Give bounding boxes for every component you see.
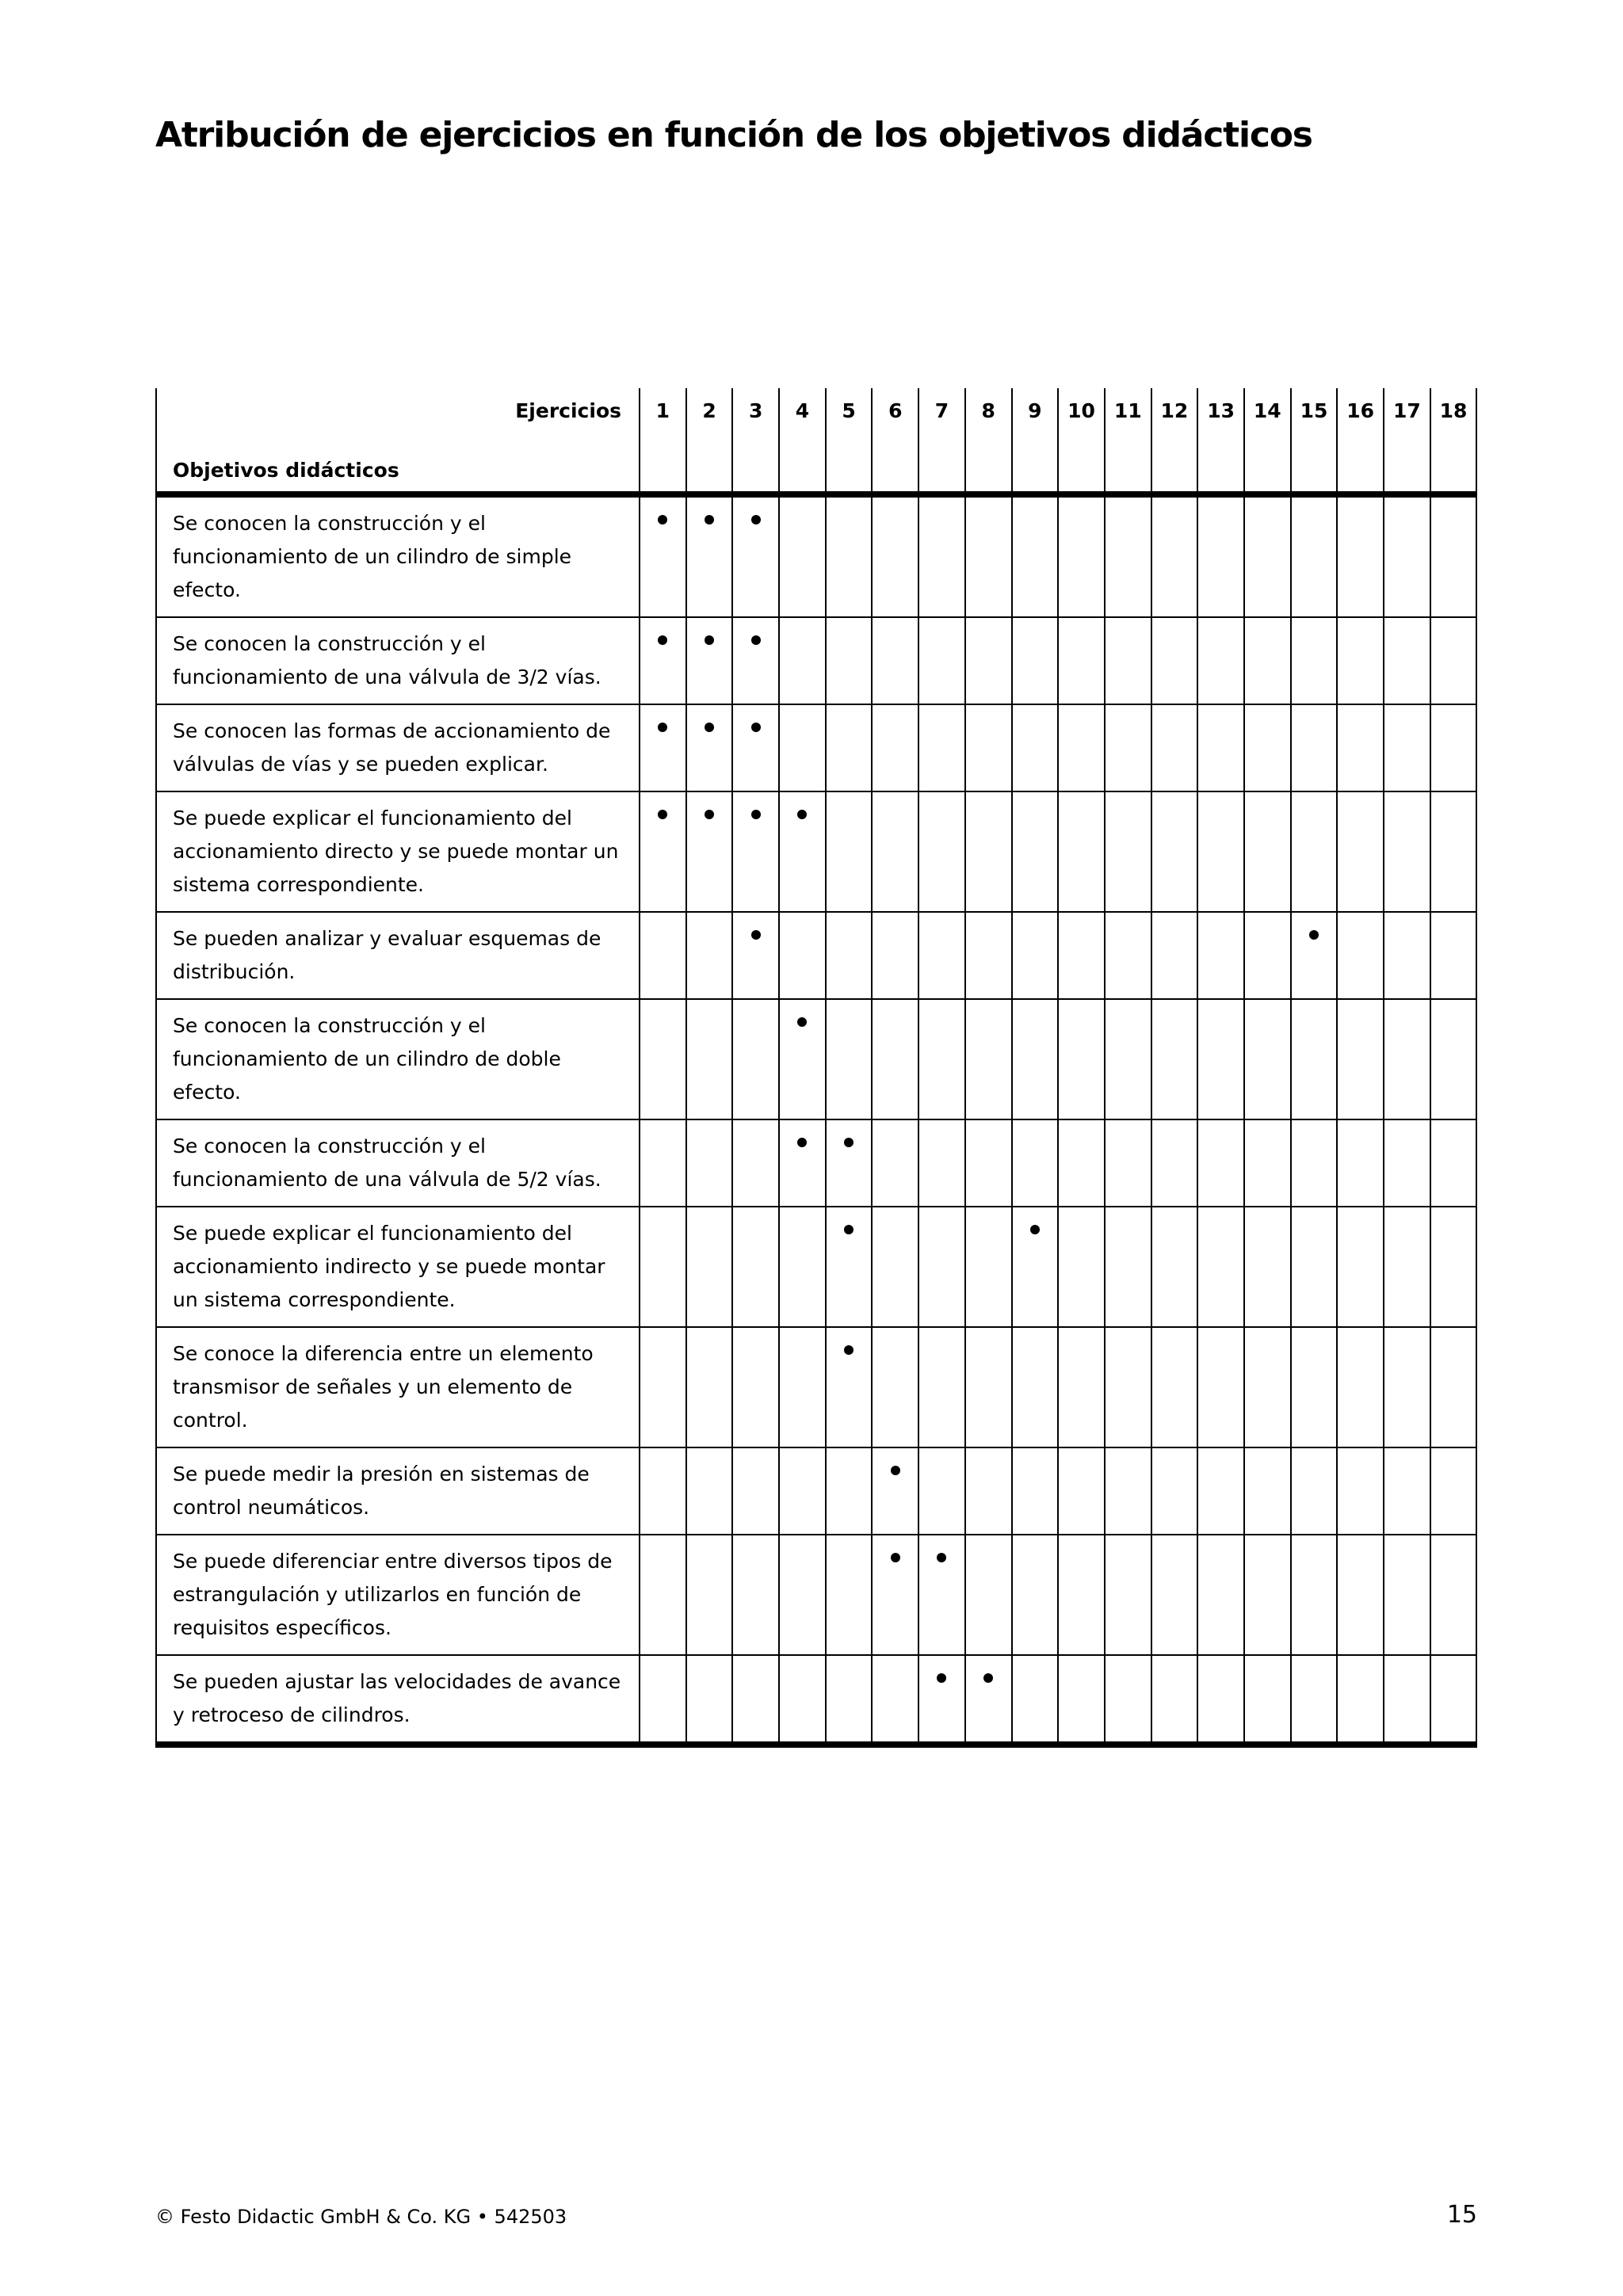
exercise-header-18: 18: [1430, 388, 1477, 494]
header-objectives-label: Objetivos didácticos: [173, 459, 399, 482]
objective-text: Se puede explicar el funcionamiento del accionamiento directo y se puede montar un sistema correspondiente.: [156, 791, 640, 912]
exercise-cell-8: [965, 999, 1012, 1119]
exercise-header-4: 4: [779, 388, 826, 494]
exercise-header-7: 7: [918, 388, 965, 494]
exercise-cell-14: [1244, 494, 1291, 617]
exercise-cell-10: [1058, 1119, 1105, 1207]
exercise-cell-13: [1197, 1327, 1244, 1447]
exercise-cell-3: [732, 1447, 779, 1535]
exercise-cell-5: [826, 494, 873, 617]
exercise-cell-13: [1197, 1119, 1244, 1207]
objective-text: Se conocen la construcción y el funcionamiento de un cilindro de doble efecto.: [156, 999, 640, 1119]
exercise-cell-15: [1291, 1119, 1338, 1207]
exercise-cell-3: [732, 1535, 779, 1655]
exercise-cell-7: [918, 704, 965, 791]
exercise-cell-9: [1012, 791, 1059, 912]
exercise-cell-17: [1384, 791, 1430, 912]
exercise-cell-2: [686, 912, 733, 999]
exercise-cell-5: [826, 1327, 873, 1447]
bullet-icon: [844, 1345, 854, 1355]
exercise-cell-2: [686, 1119, 733, 1207]
exercise-cell-14: [1244, 1327, 1291, 1447]
bullet-icon: [937, 1673, 946, 1683]
exercise-cell-8: [965, 617, 1012, 704]
exercise-cell-11: [1105, 1207, 1151, 1327]
bullet-icon: [705, 810, 714, 819]
bullet-icon: [751, 930, 761, 940]
exercise-cell-16: [1337, 791, 1384, 912]
exercise-header-3: 3: [732, 388, 779, 494]
exercise-cell-16: [1337, 1655, 1384, 1745]
table-row: [156, 1207, 1476, 1327]
exercise-cell-13: [1197, 1207, 1244, 1327]
exercise-cell-15: [1291, 1655, 1338, 1745]
exercise-cell-4: [779, 704, 826, 791]
bullet-icon: [983, 1673, 993, 1683]
exercise-cell-18: [1430, 1655, 1477, 1745]
exercise-cell-3: [732, 1207, 779, 1327]
exercise-cell-12: [1151, 999, 1198, 1119]
exercise-cell-12: [1151, 1655, 1198, 1745]
exercise-cell-13: [1197, 1447, 1244, 1535]
exercise-cell-17: [1384, 1207, 1430, 1327]
exercise-cell-6: [872, 704, 918, 791]
exercise-cell-5: [826, 999, 873, 1119]
exercise-cell-7: [918, 1119, 965, 1207]
exercise-cell-3: [732, 912, 779, 999]
exercise-cell-5: [826, 1447, 873, 1535]
objective-text: Se conocen las formas de accionamiento de válvulas de vías y se pueden explicar.: [156, 704, 640, 791]
exercise-cell-18: [1430, 1207, 1477, 1327]
exercise-cell-3: [732, 999, 779, 1119]
exercise-cell-2: [686, 704, 733, 791]
exercise-cell-4: [779, 1327, 826, 1447]
objective-text: Se pueden analizar y evaluar esquemas de distribución.: [156, 912, 640, 999]
exercise-cell-14: [1244, 1447, 1291, 1535]
exercise-cell-18: [1430, 1447, 1477, 1535]
exercise-cell-13: [1197, 791, 1244, 912]
exercise-cell-15: [1291, 1535, 1338, 1655]
exercise-cell-3: [732, 1119, 779, 1207]
table-row: [156, 999, 1476, 1119]
exercise-cell-9: [1012, 617, 1059, 704]
bullet-icon: [891, 1466, 900, 1475]
objective-text: Se pueden ajustar las velocidades de avance y retroceso de cilindros.: [156, 1655, 640, 1745]
exercise-cell-4: [779, 999, 826, 1119]
exercise-cell-7: [918, 999, 965, 1119]
exercise-cell-7: [918, 1535, 965, 1655]
bullet-icon: [658, 810, 667, 819]
exercise-header-14: 14: [1244, 388, 1291, 494]
exercise-cell-4: [779, 1119, 826, 1207]
table-row: [156, 791, 1476, 912]
exercise-cell-15: [1291, 791, 1338, 912]
exercise-cell-6: [872, 1207, 918, 1327]
exercise-cell-17: [1384, 1119, 1430, 1207]
exercise-cell-2: [686, 999, 733, 1119]
exercise-cell-10: [1058, 704, 1105, 791]
exercise-cell-16: [1337, 1535, 1384, 1655]
exercise-cell-15: [1291, 1447, 1338, 1535]
exercise-cell-8: [965, 791, 1012, 912]
exercise-cell-1: [640, 1447, 686, 1535]
exercise-cell-12: [1151, 1119, 1198, 1207]
exercise-cell-2: [686, 1207, 733, 1327]
exercise-cell-13: [1197, 494, 1244, 617]
exercise-cell-1: [640, 912, 686, 999]
exercise-cell-11: [1105, 1535, 1151, 1655]
exercise-cell-6: [872, 999, 918, 1119]
exercise-header-8: 8: [965, 388, 1012, 494]
exercise-cell-13: [1197, 704, 1244, 791]
exercise-cell-14: [1244, 704, 1291, 791]
exercise-cell-1: [640, 1327, 686, 1447]
exercise-cell-2: [686, 617, 733, 704]
exercise-cell-5: [826, 1655, 873, 1745]
exercise-cell-17: [1384, 912, 1430, 999]
exercise-cell-5: [826, 912, 873, 999]
exercise-cell-8: [965, 1447, 1012, 1535]
exercise-cell-1: [640, 1119, 686, 1207]
exercise-cell-10: [1058, 1535, 1105, 1655]
exercise-cell-6: [872, 1535, 918, 1655]
bullet-icon: [705, 635, 714, 645]
exercise-cell-4: [779, 791, 826, 912]
exercise-cell-6: [872, 1119, 918, 1207]
exercise-cell-6: [872, 1655, 918, 1745]
bullet-icon: [844, 1225, 854, 1234]
exercise-cell-2: [686, 494, 733, 617]
exercise-cell-10: [1058, 1655, 1105, 1745]
exercise-cell-2: [686, 1655, 733, 1745]
table-row: [156, 1655, 1476, 1745]
exercise-cell-14: [1244, 999, 1291, 1119]
exercise-cell-6: [872, 494, 918, 617]
exercise-cell-1: [640, 791, 686, 912]
exercise-cell-12: [1151, 1207, 1198, 1327]
exercise-header-2: 2: [686, 388, 733, 494]
exercise-cell-9: [1012, 1327, 1059, 1447]
exercise-cell-4: [779, 1655, 826, 1745]
exercise-cell-6: [872, 791, 918, 912]
bullet-icon: [1309, 930, 1319, 940]
exercise-cell-7: [918, 494, 965, 617]
exercise-cell-12: [1151, 617, 1198, 704]
exercise-cell-10: [1058, 791, 1105, 912]
bullet-icon: [705, 515, 714, 524]
exercise-cell-5: [826, 1207, 873, 1327]
exercise-cell-13: [1197, 617, 1244, 704]
exercise-cell-13: [1197, 912, 1244, 999]
exercise-cell-8: [965, 494, 1012, 617]
exercise-cell-9: [1012, 1655, 1059, 1745]
exercise-cell-11: [1105, 999, 1151, 1119]
exercise-cell-16: [1337, 704, 1384, 791]
bullet-icon: [658, 635, 667, 645]
exercise-cell-17: [1384, 1447, 1430, 1535]
exercise-header-10: 10: [1058, 388, 1105, 494]
table-row: [156, 704, 1476, 791]
exercise-cell-13: [1197, 999, 1244, 1119]
bullet-icon: [937, 1553, 946, 1562]
bullet-icon: [797, 810, 807, 819]
objective-text: Se conocen la construcción y el funcionamiento de una válvula de 3/2 vías.: [156, 617, 640, 704]
exercise-cell-14: [1244, 912, 1291, 999]
exercise-cell-2: [686, 1447, 733, 1535]
exercise-cell-16: [1337, 1119, 1384, 1207]
matrix-body: [156, 494, 1476, 1745]
header-exercises-label: Ejercicios: [515, 399, 621, 422]
exercise-cell-10: [1058, 1447, 1105, 1535]
bullet-icon: [751, 635, 761, 645]
objectives-matrix: [155, 388, 1477, 1748]
exercise-cell-17: [1384, 1535, 1430, 1655]
exercise-cell-17: [1384, 1655, 1430, 1745]
header-label-cell: [156, 388, 640, 494]
exercise-cell-14: [1244, 1119, 1291, 1207]
exercise-header-5: 5: [826, 388, 873, 494]
exercise-cell-8: [965, 1535, 1012, 1655]
exercise-cell-14: [1244, 617, 1291, 704]
exercise-cell-3: [732, 1327, 779, 1447]
exercise-cell-7: [918, 791, 965, 912]
bullet-icon: [797, 1138, 807, 1147]
exercise-cell-8: [965, 912, 1012, 999]
exercise-cell-12: [1151, 1327, 1198, 1447]
exercise-cell-12: [1151, 704, 1198, 791]
exercise-cell-15: [1291, 617, 1338, 704]
exercise-cell-3: [732, 791, 779, 912]
exercise-header-11: 11: [1105, 388, 1151, 494]
exercise-cell-9: [1012, 999, 1059, 1119]
exercise-cell-9: [1012, 912, 1059, 999]
exercise-cell-7: [918, 1655, 965, 1745]
exercise-cell-18: [1430, 1327, 1477, 1447]
exercise-cell-1: [640, 1207, 686, 1327]
exercise-cell-11: [1105, 1655, 1151, 1745]
objective-text: Se puede explicar el funcionamiento del accionamiento indirecto y se puede montar un sistema correspondiente.: [156, 1207, 640, 1327]
exercise-cell-9: [1012, 704, 1059, 791]
exercise-cell-13: [1197, 1535, 1244, 1655]
exercise-cell-5: [826, 1535, 873, 1655]
exercise-cell-4: [779, 1535, 826, 1655]
exercise-cell-6: [872, 912, 918, 999]
page-number: 15: [1446, 2201, 1477, 2229]
exercise-cell-16: [1337, 617, 1384, 704]
table-row: [156, 1327, 1476, 1447]
exercise-cell-10: [1058, 1207, 1105, 1327]
exercise-cell-11: [1105, 791, 1151, 912]
exercise-cell-5: [826, 1119, 873, 1207]
exercise-cell-11: [1105, 1119, 1151, 1207]
exercise-cell-15: [1291, 494, 1338, 617]
bullet-icon: [658, 723, 667, 732]
exercise-cell-12: [1151, 494, 1198, 617]
exercise-cell-7: [918, 617, 965, 704]
exercise-cell-18: [1430, 704, 1477, 791]
exercise-cell-2: [686, 791, 733, 912]
objective-text: Se puede diferenciar entre diversos tipos de estrangulación y utilizarlos en función de requisitos específicos.: [156, 1535, 640, 1655]
exercise-cell-1: [640, 999, 686, 1119]
exercise-header-13: 13: [1197, 388, 1244, 494]
exercise-cell-9: [1012, 1447, 1059, 1535]
table-row: [156, 1119, 1476, 1207]
exercise-cell-15: [1291, 912, 1338, 999]
exercise-cell-6: [872, 617, 918, 704]
exercise-cell-18: [1430, 912, 1477, 999]
exercise-cell-15: [1291, 999, 1338, 1119]
bullet-icon: [1030, 1225, 1040, 1234]
exercise-cell-16: [1337, 1447, 1384, 1535]
exercise-cell-14: [1244, 1655, 1291, 1745]
table-row: [156, 494, 1476, 617]
objective-text: Se conoce la diferencia entre un elemento transmisor de señales y un elemento de control.: [156, 1327, 640, 1447]
exercise-cell-14: [1244, 1207, 1291, 1327]
exercise-cell-9: [1012, 1535, 1059, 1655]
exercise-cell-6: [872, 1327, 918, 1447]
exercise-cell-15: [1291, 704, 1338, 791]
exercise-cell-18: [1430, 999, 1477, 1119]
exercise-cell-3: [732, 1655, 779, 1745]
exercise-cell-15: [1291, 1327, 1338, 1447]
bullet-icon: [797, 1017, 807, 1027]
exercise-cell-16: [1337, 1207, 1384, 1327]
exercise-header-1: 1: [640, 388, 686, 494]
objective-text: Se conocen la construcción y el funcionamiento de un cilindro de simple efecto.: [156, 494, 640, 617]
exercise-cell-17: [1384, 617, 1430, 704]
table-row: [156, 912, 1476, 999]
exercise-cell-8: [965, 1327, 1012, 1447]
exercise-cell-2: [686, 1535, 733, 1655]
exercise-cell-17: [1384, 1327, 1430, 1447]
exercise-cell-11: [1105, 617, 1151, 704]
exercise-cell-4: [779, 912, 826, 999]
exercise-cell-14: [1244, 791, 1291, 912]
exercise-cell-11: [1105, 1447, 1151, 1535]
exercise-cell-12: [1151, 1535, 1198, 1655]
exercise-cell-18: [1430, 494, 1477, 617]
footer-copyright: © Festo Didactic GmbH & Co. KG • 542503: [155, 2206, 567, 2228]
exercise-cell-11: [1105, 704, 1151, 791]
exercise-header-9: 9: [1012, 388, 1059, 494]
exercise-cell-11: [1105, 912, 1151, 999]
table-row: [156, 1535, 1476, 1655]
bullet-icon: [705, 723, 714, 732]
exercise-cell-16: [1337, 999, 1384, 1119]
exercise-header-17: 17: [1384, 388, 1430, 494]
exercise-cell-4: [779, 494, 826, 617]
header-row: [156, 388, 1476, 494]
exercise-cell-17: [1384, 999, 1430, 1119]
exercise-cell-10: [1058, 999, 1105, 1119]
exercise-cell-18: [1430, 1119, 1477, 1207]
exercise-cell-4: [779, 617, 826, 704]
exercise-cell-18: [1430, 791, 1477, 912]
exercise-cell-13: [1197, 1655, 1244, 1745]
exercise-cell-9: [1012, 1207, 1059, 1327]
exercise-cell-5: [826, 704, 873, 791]
objective-text: Se puede medir la presión en sistemas de control neumáticos.: [156, 1447, 640, 1535]
bullet-icon: [891, 1553, 900, 1562]
bullet-icon: [751, 810, 761, 819]
exercise-cell-16: [1337, 1327, 1384, 1447]
exercise-cell-8: [965, 1119, 1012, 1207]
exercise-cell-2: [686, 1327, 733, 1447]
objective-text: Se conocen la construcción y el funcionamiento de una válvula de 5/2 vías.: [156, 1119, 640, 1207]
bullet-icon: [844, 1138, 854, 1147]
exercise-cell-15: [1291, 1207, 1338, 1327]
exercise-cell-16: [1337, 494, 1384, 617]
exercise-cell-7: [918, 1327, 965, 1447]
page-title: Atribución de ejercicios en función de los objetivos didácticos: [155, 115, 1312, 155]
exercise-cell-8: [965, 1207, 1012, 1327]
exercise-header-16: 16: [1337, 388, 1384, 494]
exercise-cell-9: [1012, 494, 1059, 617]
exercise-cell-16: [1337, 912, 1384, 999]
exercise-cell-9: [1012, 1119, 1059, 1207]
exercise-cell-18: [1430, 617, 1477, 704]
exercise-cell-4: [779, 1207, 826, 1327]
exercise-cell-7: [918, 1447, 965, 1535]
exercise-cell-3: [732, 494, 779, 617]
exercise-cell-1: [640, 494, 686, 617]
exercise-cell-5: [826, 791, 873, 912]
exercise-cell-12: [1151, 791, 1198, 912]
exercise-cell-1: [640, 617, 686, 704]
exercise-cell-1: [640, 1655, 686, 1745]
exercise-cell-12: [1151, 1447, 1198, 1535]
exercise-cell-1: [640, 704, 686, 791]
exercise-cell-10: [1058, 494, 1105, 617]
table-row: [156, 1447, 1476, 1535]
exercise-header-6: 6: [872, 388, 918, 494]
exercise-cell-12: [1151, 912, 1198, 999]
exercise-cell-1: [640, 1535, 686, 1655]
exercise-cell-14: [1244, 1535, 1291, 1655]
exercise-cell-11: [1105, 1327, 1151, 1447]
exercise-header-15: 15: [1291, 388, 1338, 494]
exercise-cell-10: [1058, 1327, 1105, 1447]
exercise-cell-10: [1058, 617, 1105, 704]
exercise-cell-3: [732, 704, 779, 791]
exercise-cell-17: [1384, 494, 1430, 617]
exercise-cell-7: [918, 1207, 965, 1327]
exercise-cell-5: [826, 617, 873, 704]
exercise-cell-8: [965, 704, 1012, 791]
bullet-icon: [751, 515, 761, 524]
exercise-cell-11: [1105, 494, 1151, 617]
exercise-cell-7: [918, 912, 965, 999]
exercise-cell-17: [1384, 704, 1430, 791]
exercise-cell-8: [965, 1655, 1012, 1745]
bullet-icon: [658, 515, 667, 524]
exercise-cell-18: [1430, 1535, 1477, 1655]
exercise-cell-3: [732, 617, 779, 704]
exercise-cell-6: [872, 1447, 918, 1535]
bullet-icon: [751, 723, 761, 732]
table-row: [156, 617, 1476, 704]
exercise-cell-4: [779, 1447, 826, 1535]
exercise-header-12: 12: [1151, 388, 1198, 494]
exercise-cell-10: [1058, 912, 1105, 999]
